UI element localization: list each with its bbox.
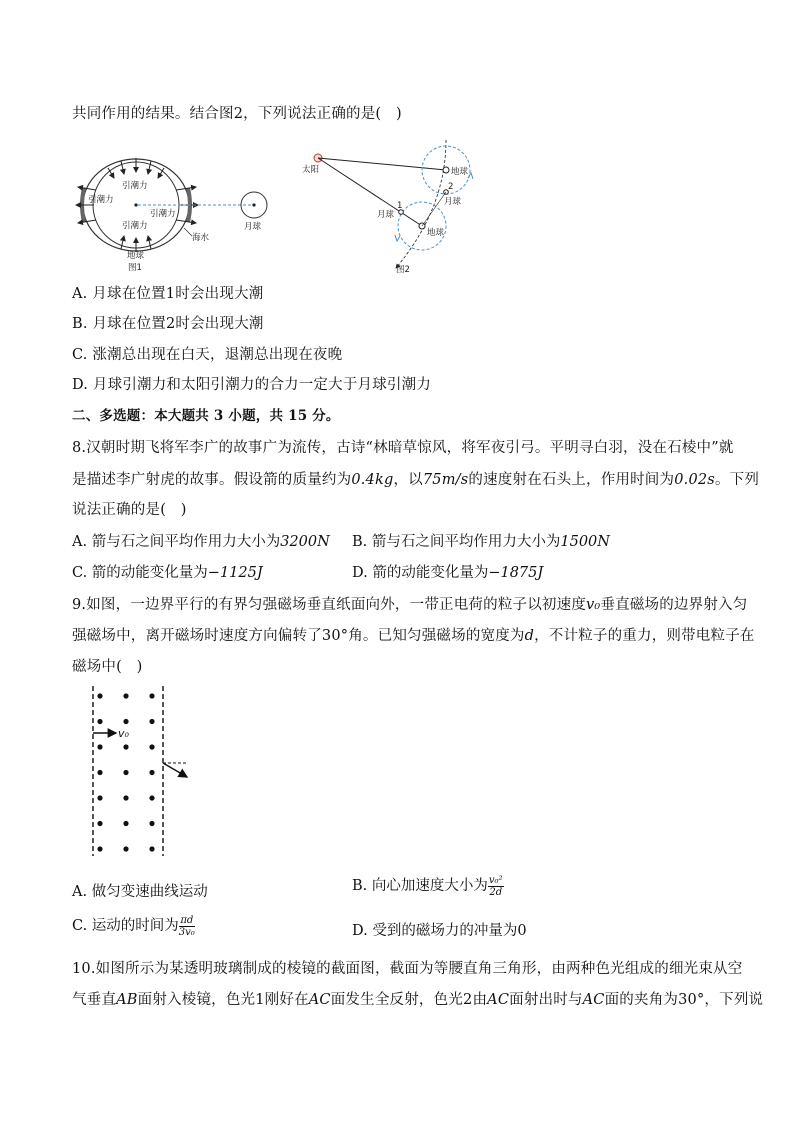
- field-dot: [149, 719, 154, 724]
- q10-text-b: 面射入棱镜，色光1刚好在: [137, 992, 309, 1008]
- q9-option-b-text: B. 向心加速度大小为: [352, 878, 488, 894]
- q8-text-b: ，以: [393, 472, 423, 488]
- q8-text-c: 的速度射在石头上，作用时间为: [468, 472, 675, 488]
- q10-line-1: 10.如图所示为某透明玻璃制成的棱镜的截面图，截面为等腰直角三角形，由两种色光组成的细光束从空: [72, 961, 743, 977]
- q9-angle: 30°: [321, 628, 349, 644]
- q9-option-a: A. 做匀变速曲线运动: [72, 884, 208, 900]
- q10-ac-1: AC: [308, 992, 331, 1008]
- q9-line-3: 磁场中( ): [72, 659, 143, 675]
- field-dot: [97, 693, 102, 698]
- field-dot: [149, 795, 154, 800]
- fig2-label-earth-top: 地球: [451, 167, 469, 177]
- field-dot: [97, 795, 102, 800]
- q8-option-c: [72, 561, 263, 582]
- field-dot: [123, 821, 128, 826]
- q8-mass: 0.4kg: [351, 472, 394, 488]
- field-dot: [149, 821, 154, 826]
- q8-speed: 75m/s: [422, 472, 469, 488]
- q7-option-c: C. 涨潮总出现在白天，退潮总出现在夜晚: [72, 347, 343, 363]
- q10-ac-3: AC: [582, 992, 605, 1008]
- q9-option-b-num: v₀²: [488, 874, 503, 886]
- q7-option-d: D. 月球引潮力和太阳引潮力的合力一定大于月球引潮力: [72, 377, 432, 393]
- q7-option-a: A. 月球在位置1时会出现大潮: [72, 286, 264, 302]
- field-dot: [97, 821, 102, 826]
- q10-line-2: [72, 988, 763, 1009]
- fig-v0-label: v₀: [118, 727, 129, 740]
- q10-ac-2: AC: [487, 992, 510, 1008]
- q7-option-b: B. 月球在位置2时会出现大潮: [72, 316, 264, 332]
- q8-text-d: 。下列: [714, 472, 760, 488]
- q10-text-a: 气垂直: [72, 992, 117, 1008]
- q8-option-d: [352, 561, 543, 582]
- q8-option-a-value: 3200N: [280, 534, 330, 550]
- tide-figure-1: [66, 148, 288, 276]
- field-dot: [149, 744, 154, 749]
- fig2-label-moon-2: 月球: [444, 197, 462, 207]
- q8-option-b-value: 1500N: [560, 534, 610, 550]
- fig1-label-left: 引潮力: [88, 195, 114, 205]
- q9-line-2: [72, 624, 755, 645]
- q10-text-d: 面射出时与: [509, 992, 583, 1008]
- q8-option-d-text: D. 箭的动能变化量为: [352, 565, 489, 581]
- q9-text-d: 角。已知匀强磁场的宽度为: [348, 628, 525, 644]
- field-dot: [97, 770, 102, 775]
- field-dot: [123, 846, 128, 851]
- q10-text-e: 面的夹角为: [604, 992, 679, 1008]
- q9-text-b: 垂直磁场的边界射入匀: [600, 597, 748, 613]
- q9-v0: v₀: [586, 597, 601, 613]
- q9-option-c-fraction: [179, 915, 195, 938]
- field-dot: [149, 846, 154, 851]
- q9-option-d: [352, 919, 527, 940]
- field-dot: [97, 846, 102, 851]
- q8-option-b-text: B. 箭与石之间平均作用力大小为: [352, 534, 561, 550]
- field-dot: [97, 719, 102, 724]
- q9-option-c-num: πd: [180, 914, 194, 926]
- field-dot: [123, 744, 128, 749]
- fig1-label-right: 引潮力: [150, 209, 176, 219]
- q8-line-1: 8.汉朝时期飞将军李广的故事广为流传，古诗“林暗草惊风，将军夜引弓。平明寻白羽，没在石棱中”就: [72, 440, 734, 456]
- section-desc: 本大题共 3 小题，共 15 分。: [154, 408, 340, 424]
- field-dot: [123, 719, 128, 724]
- fig2-caption: 图2: [396, 265, 410, 275]
- field-dot: [149, 770, 154, 775]
- q8-option-b: [352, 530, 610, 551]
- field-dot: [97, 744, 102, 749]
- q9-option-d-text: D. 受到的磁场力的冲量为: [352, 923, 518, 939]
- magnetic-field-figure: [86, 684, 196, 860]
- q9-option-d-value: 0: [517, 923, 527, 939]
- q9-text-a: 9.如图，一边界平行的有界匀强磁场垂直纸面向外，一带正电荷的粒子以初速度: [72, 597, 587, 613]
- field-dot: [149, 693, 154, 698]
- q9-option-b-den: 2d: [489, 886, 503, 898]
- q8-option-d-value: −1875J: [488, 565, 544, 581]
- q8-line-2: [72, 468, 759, 489]
- section-header: [72, 404, 340, 424]
- q10-text-f: ，下列说: [704, 992, 764, 1008]
- q9-option-c-text: C. 运动的时间为: [72, 918, 179, 934]
- field-dot: [123, 795, 128, 800]
- fig1-caption: 图1: [128, 263, 142, 273]
- fig2-label-pos1: 1: [397, 201, 403, 211]
- fig2-label-sun: 太阳: [302, 165, 320, 175]
- q8-option-a: [72, 530, 330, 551]
- q10-ab: AB: [116, 992, 138, 1008]
- q7-stem-tail: 共同作用的结果。结合图2，下列说法正确的是( ): [72, 106, 402, 122]
- fig1-label-moon: 月球: [244, 222, 262, 232]
- fig2-label-earth-bottom: 地球: [427, 228, 445, 238]
- field-dot: [123, 693, 128, 698]
- q9-option-b: [352, 874, 504, 898]
- q8-text-a: 是描述李广射虎的故事。假设箭的质量约为: [72, 472, 352, 488]
- fig1-label-sea: 海水: [192, 233, 210, 243]
- q9-option-c-den: 3v₀: [178, 926, 195, 938]
- fig1-label-earth: 地球: [127, 251, 145, 261]
- fig2-label-moon-1: 月球: [377, 210, 395, 220]
- tide-figure-2: [296, 138, 482, 278]
- q9-option-c: [72, 914, 195, 938]
- q9-line-1: [72, 593, 747, 614]
- fig2-label-pos2: 2: [448, 182, 454, 192]
- q8-option-a-text: A. 箭与石之间平均作用力大小为: [72, 534, 281, 550]
- q9-d: d: [524, 628, 535, 644]
- q8-time: 0.02s: [674, 472, 715, 488]
- q9-text-e: ，不计粒子的重力，则带电粒子在: [534, 628, 755, 644]
- q8-line-3: 说法正确的是( ): [72, 502, 187, 518]
- section-title: 二、多选题：: [72, 408, 155, 424]
- q8-option-c-text: C. 箭的动能变化量为: [72, 565, 208, 581]
- q8-option-c-value: −1125J: [207, 565, 263, 581]
- q9-text-c: 强磁场中，离开磁场时速度方向偏转了: [72, 628, 322, 644]
- q10-angle: 30°: [678, 992, 705, 1008]
- q10-text-c: 面发生全反射，色光2由: [330, 992, 488, 1008]
- q9-option-b-fraction: [488, 875, 504, 898]
- fig1-label-bottom: 引潮力: [122, 221, 148, 231]
- field-dot: [123, 770, 128, 775]
- fig1-label-top: 引潮力: [122, 181, 148, 191]
